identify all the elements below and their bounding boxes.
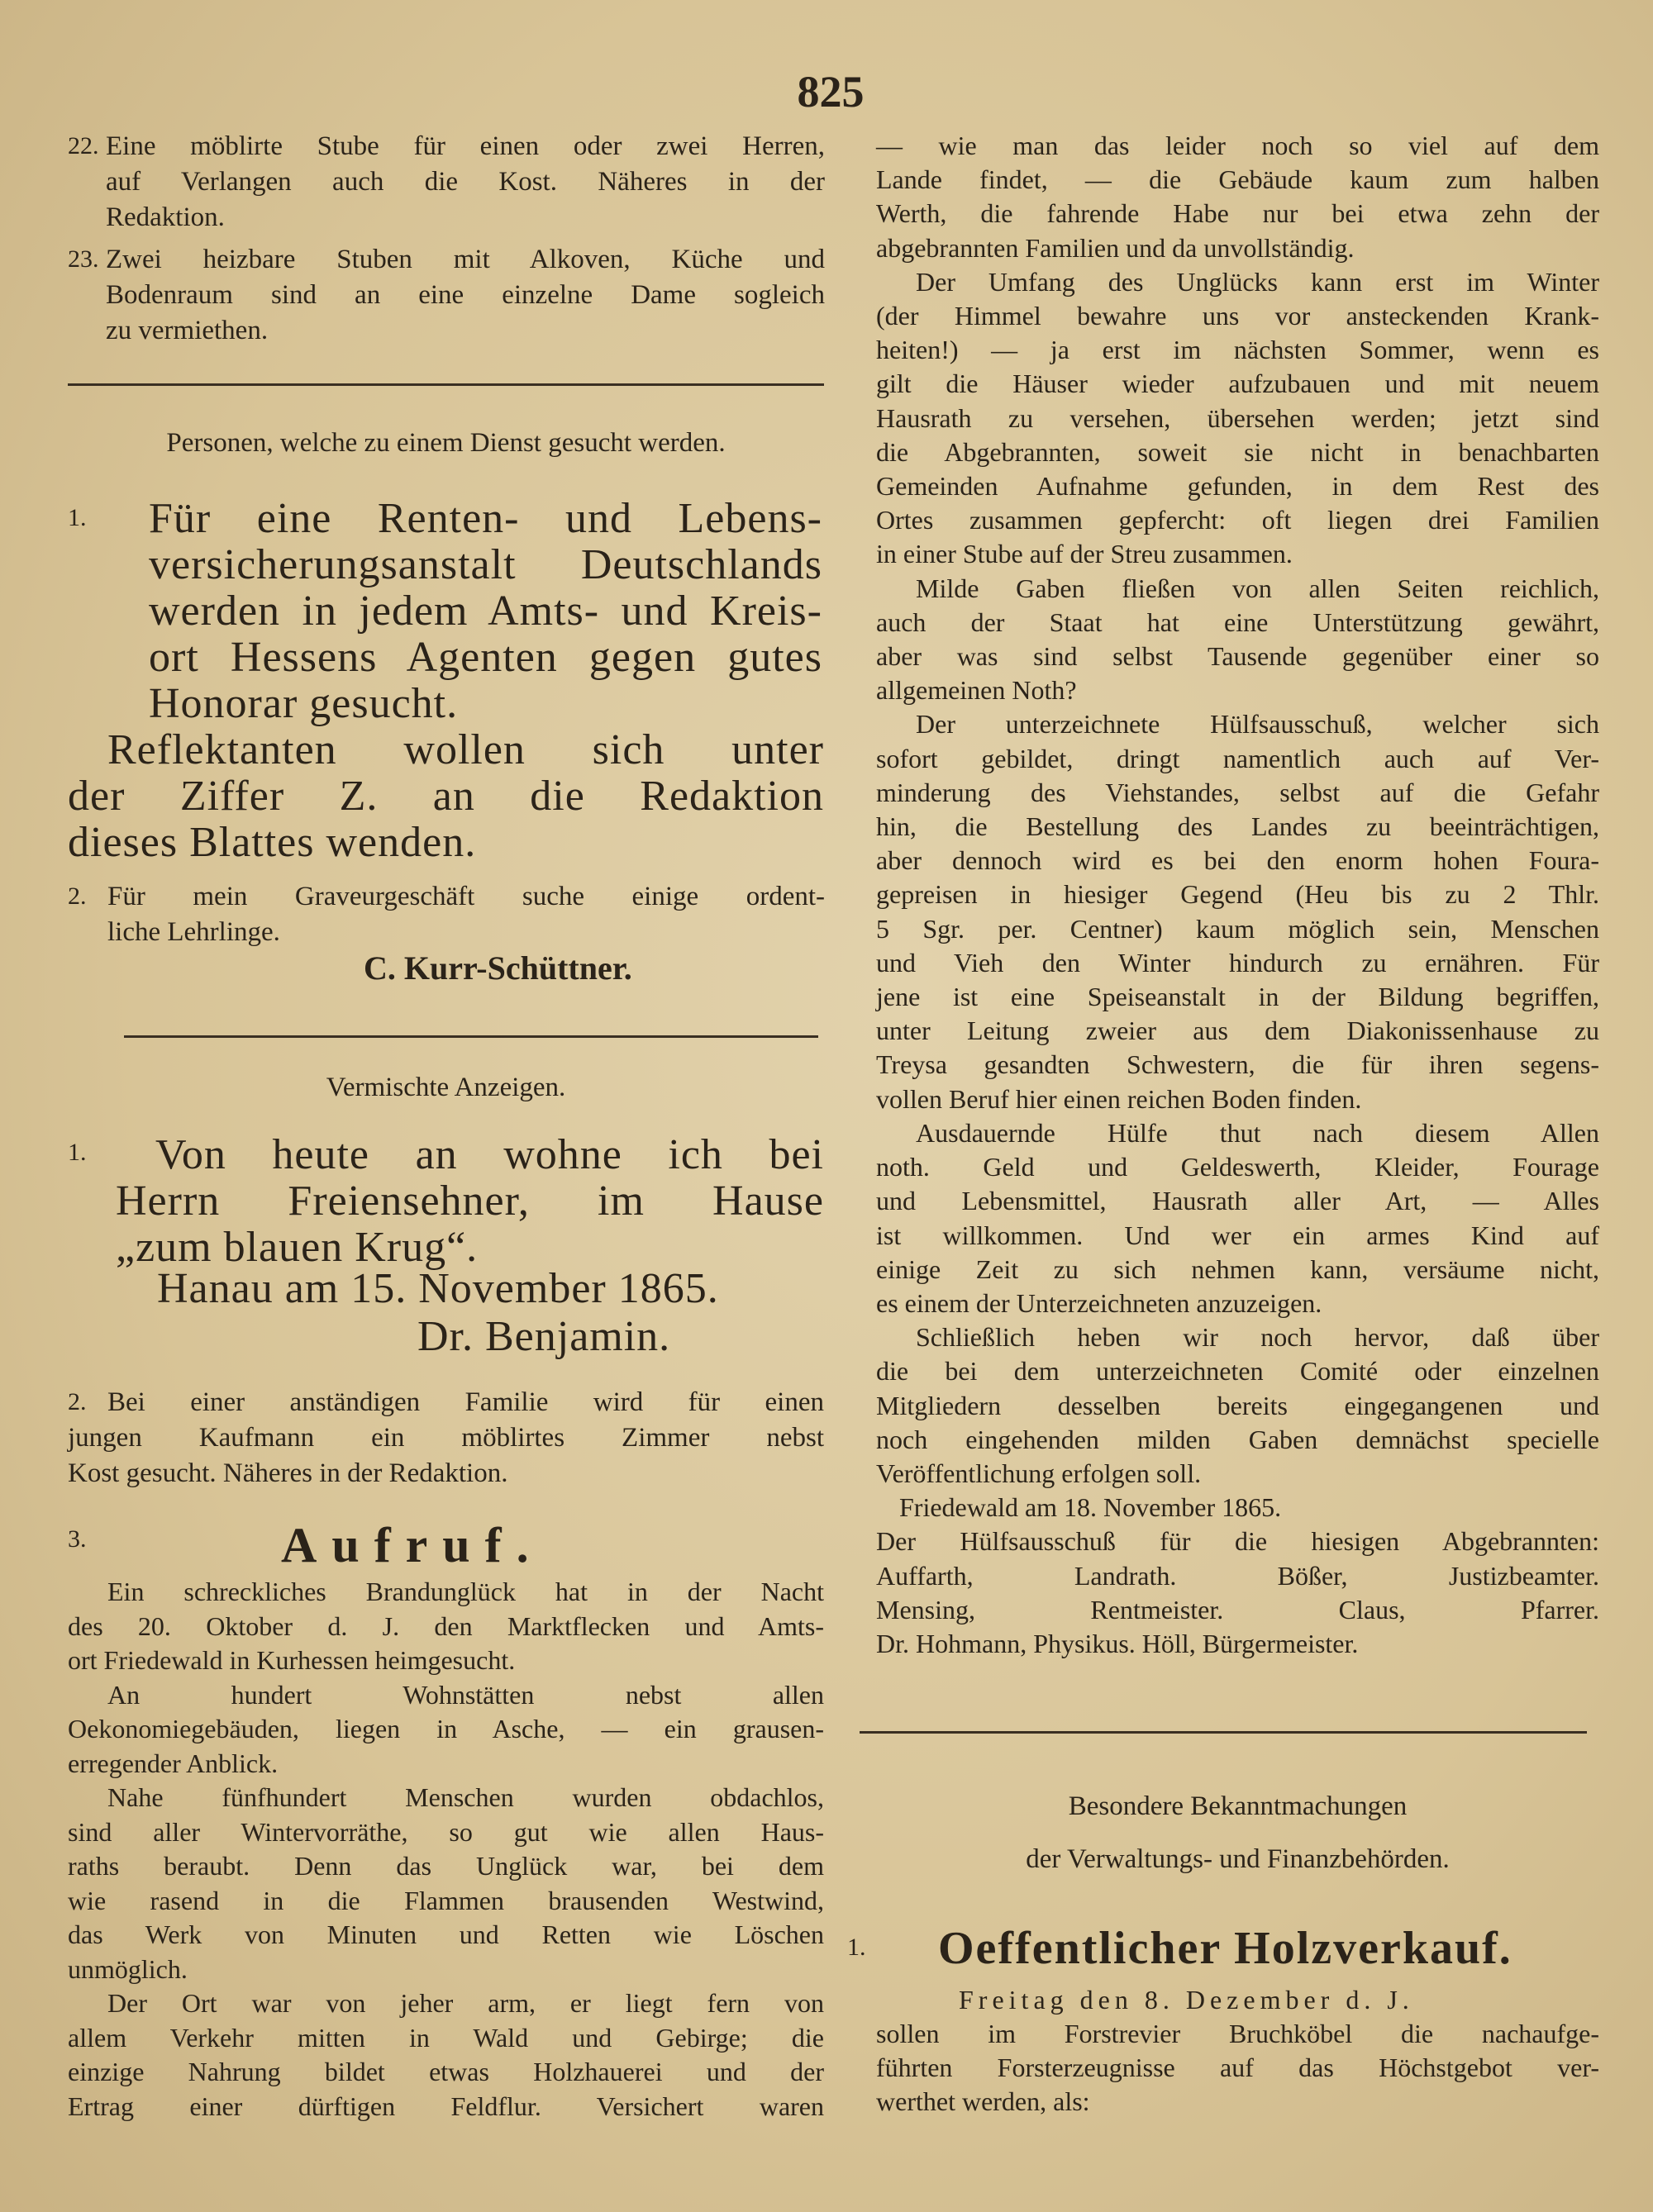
- text-line: Der Ort war von jeher arm, er liegt fern von: [107, 1988, 824, 2018]
- text-line: aber dennoch wird es bei den enorm hohen Foura-: [876, 845, 1599, 876]
- paragraph: [876, 707, 1599, 1116]
- paragraph: [876, 1116, 1599, 1320]
- text-line: Ein schreckliches Brandunglück hat in der Nacht: [107, 1577, 824, 1606]
- text-line: minderung des Viehstandes, selbst auf die Gefahr: [876, 777, 1599, 807]
- text-line: Friedewald am 18. November 1865.: [899, 1492, 1282, 1523]
- item-number: 23.: [68, 245, 99, 273]
- paragraph: [876, 265, 1599, 572]
- text-line: werden in jedem Amts- und Kreis-: [149, 587, 822, 635]
- paragraph: [876, 572, 1599, 708]
- text-line: Honorar gesucht.: [149, 680, 459, 727]
- text-line: Ortes zusammen gepfercht: oft liegen drei Familien: [876, 505, 1599, 535]
- text-line: ist willkommen. Und wer ein armes Kind auf: [876, 1220, 1599, 1250]
- text-line: dieses Blattes wenden.: [68, 819, 477, 866]
- text-line: es einem der Unterzeichneten anzuzeigen.: [876, 1287, 1322, 1318]
- text-line: versicherungsanstalt Deutschlands: [149, 541, 822, 588]
- text-line: Lande findet, — die Gebäude kaum zum halben: [876, 164, 1599, 195]
- text-line: allgemeinen Noth?: [876, 675, 1077, 706]
- text-line: noch eingehenden milden Gaben demnächst specielle: [876, 1424, 1599, 1454]
- text-line: erregender Anblick.: [68, 1748, 279, 1778]
- section-heading: der Verwaltungs- und Finanzbehörden.: [1026, 1844, 1450, 1874]
- holzverkauf-date: Freitag den 8. Dezember d. J.: [959, 1985, 1414, 2015]
- text-line: werthet werden, als:: [876, 2086, 1090, 2117]
- aufruf-body: [68, 1575, 824, 2124]
- text-line: Bodenraum sind an eine einzelne Dame sogleich: [106, 280, 825, 310]
- text-line: Oekonomiegebäuden, liegen in Asche, — ein grausen-: [68, 1714, 824, 1743]
- item-number: 22.: [68, 132, 99, 159]
- text-line: Eine möblirte Stube für einen oder zwei Herren,: [106, 131, 825, 161]
- text-line: das Werk von Minuten und Retten wie Löschen: [68, 1919, 824, 1949]
- text-line: noth. Geld und Geldeswerth, Kleider, Fourage: [876, 1152, 1599, 1182]
- item-number: 1.: [847, 1934, 866, 1961]
- text-line: Ertrag einer dürftigen Feldflur. Versichert waren: [68, 2091, 824, 2121]
- ad-item-23: [106, 242, 825, 349]
- text-line: Der Hülfsausschuß für die hiesigen Abgebrannten:: [876, 1526, 1599, 1557]
- text-line: wie rasend in die Flammen brausenden Westwind,: [68, 1885, 824, 1915]
- text-line: Für eine Renten- und Lebens-: [149, 495, 822, 542]
- text-line: Nahe fünfhundert Menschen wurden obdachlos,: [107, 1782, 824, 1812]
- paragraph: [68, 1781, 824, 1986]
- text-line: sollen im Forstrevier Bruchköbel die nachaufge-: [876, 2019, 1599, 2048]
- text-line: Ausdauernde Hülfe thut nach diesem Allen: [916, 1117, 1599, 1148]
- section-heading: Besondere Bekanntmachungen: [1068, 1791, 1408, 1821]
- text-line: sofort gebildet, dringt namentlich auch auf Ver-: [876, 743, 1599, 773]
- item-number: 1.: [68, 504, 87, 531]
- page-number: 825: [797, 67, 865, 117]
- signature: C. Kurr-Schüttner.: [364, 949, 632, 987]
- text-line: aber was sind selbst Tausende gegenüber einer so: [876, 641, 1599, 672]
- text-line: die Abgebrannten, soweit sie nicht in benachbarten: [876, 436, 1599, 467]
- divider: [124, 1035, 818, 1038]
- text-line: gilt die Häuser wieder aufzubauen und mit neuem: [876, 369, 1599, 399]
- aufruf-continued: [876, 129, 1599, 1661]
- text-line: Mitgliedern desselben bereits eingegangenen und: [876, 1390, 1599, 1420]
- text-line: liche Lehrlinge.: [107, 917, 280, 947]
- text-line: auch der Staat hat eine Unterstützung gewährt,: [876, 607, 1599, 637]
- text-line: Treysa gesandten Schwestern, die für ihren segens-: [876, 1049, 1599, 1080]
- text-line: gepreisen in hiesiger Gegend (Heu bis zu 2 Thlr.: [876, 879, 1599, 910]
- text-line: Reflektanten wollen sich unter: [107, 726, 824, 773]
- text-line: vollen Beruf hier einen reichen Boden finden.: [876, 1083, 1362, 1114]
- holzverkauf-title: Oeffentlicher Holzverkauf.: [938, 1923, 1512, 1974]
- text-line: ort Hessens Agenten gegen gutes: [149, 634, 822, 681]
- text-line: Für mein Graveurgeschäft suche einige ordent-: [107, 882, 825, 911]
- text-line: zu vermiethen.: [106, 316, 269, 345]
- text-line: Zwei heizbare Stuben mit Alkoven, Küche und: [106, 245, 825, 274]
- holzverkauf-body: [876, 2017, 1599, 2119]
- section-heading: Vermischte Anzeigen.: [326, 1073, 566, 1102]
- text-line: — wie man das leider noch so viel auf dem: [876, 131, 1599, 160]
- text-line: Auffarth, Landrath. Bößer, Justizbeamter.: [876, 1560, 1599, 1591]
- text-line: hin, die Bestellung des Landes zu beeinträchtigen,: [876, 811, 1599, 842]
- paragraph: [68, 1986, 824, 2124]
- text-line: Herrn Freiensehner, im Hause: [116, 1177, 824, 1225]
- text-line: An hundert Wohnstätten nebst allen: [107, 1679, 824, 1710]
- ad-zimmer: [68, 1385, 824, 1491]
- aufruf-title: Aufruf.: [281, 1518, 544, 1572]
- text-line: 5 Sgr. per. Centner) kaum möglich sein, Menschen: [876, 913, 1599, 944]
- text-line: Gemeinden Aufnahme gefunden, in dem Rest des: [876, 471, 1599, 502]
- text-line: Kost gesucht. Näheres in der Redaktion.: [68, 1458, 508, 1488]
- divider: [860, 1731, 1587, 1734]
- ad-renten-p1: [149, 496, 822, 727]
- paragraph: [876, 1320, 1599, 1491]
- text-line: jene ist eine Speiseanstalt in der Bildung begriffen,: [876, 982, 1599, 1012]
- text-line: Dr. Hohmann, Physikus. Höll, Bürgermeister.: [876, 1628, 1359, 1658]
- text-line: sind aller Wintervorräthe, so gut wie allen Haus-: [68, 1816, 824, 1847]
- text-line: jungen Kaufmann ein möblirtes Zimmer nebst: [68, 1423, 824, 1453]
- item-number: 2.: [68, 1388, 87, 1415]
- text-line: und Vieh den Winter hindurch zu ernähren. Für: [876, 947, 1599, 978]
- item-number: 2.: [68, 882, 87, 910]
- dateline: [860, 1491, 1599, 1525]
- text-line: führten Forsterzeugnisse auf das Höchstgebot ver-: [876, 2053, 1599, 2083]
- text-line: raths beraubt. Denn das Unglück war, bei dem: [68, 1851, 824, 1881]
- text-line: die bei dem unterzeichneten Comité oder einzelnen: [876, 1356, 1599, 1387]
- text-line: ort Friedewald in Kurhessen heimgesucht.: [68, 1645, 516, 1675]
- text-line: allem Verkehr mitten in Wald und Gebirge; die: [68, 2022, 824, 2053]
- text-line: in einer Stube auf der Streu zusammen.: [876, 539, 1293, 569]
- text-line: Bei einer anständigen Familie wird für einen: [107, 1387, 824, 1417]
- ad-wohnung-date: Hanau am 15. November 1865.: [157, 1265, 719, 1312]
- text-line: Der unterzeichnete Hülfsausschuß, welcher sich: [916, 709, 1599, 740]
- signature: Dr. Benjamin.: [417, 1313, 671, 1360]
- text-line: unter Leitung zweier aus dem Diakonissenhause zu: [876, 1016, 1599, 1046]
- text-line: (der Himmel bewahre uns vor ansteckenden Krank-: [876, 301, 1599, 331]
- paragraph: [68, 1678, 824, 1781]
- ad-wohnung-p1: [116, 1132, 824, 1271]
- section-heading: Personen, welche zu einem Dienst gesucht werden.: [166, 428, 726, 458]
- text-line: Mensing, Rentmeister. Claus, Pfarrer.: [876, 1594, 1599, 1625]
- text-line: und Lebensmittel, Hausrath aller Art, — Alles: [876, 1186, 1599, 1216]
- text-line: heiten!) — ja erst im nächsten Sommer, wenn es: [876, 335, 1599, 365]
- text-line: Milde Gaben fließen von allen Seiten reichlich,: [916, 573, 1599, 603]
- text-line: Werth, die fahrende Habe nur bei etwa zehn der: [876, 198, 1599, 229]
- text-line: einige Zeit zu sich nehmen kann, versäume nicht,: [876, 1253, 1599, 1284]
- text-line: der Ziffer Z. an die Redaktion: [68, 773, 824, 820]
- text-line: Schließlich heben wir noch hervor, daß über: [916, 1322, 1599, 1353]
- text-line: Der Umfang des Unglücks kann erst im Winter: [916, 266, 1599, 297]
- paragraph: [68, 1575, 824, 1678]
- text-line: Redaktion.: [106, 202, 225, 232]
- paragraph: [876, 129, 1599, 265]
- text-line: „zum blauen Krug“.: [116, 1224, 479, 1271]
- text-line: des 20. Oktober d. J. den Marktflecken und Amts-: [68, 1610, 824, 1641]
- text-line: einzige Nahrung bildet etwas Holzhauerei und der: [68, 2057, 824, 2086]
- ad-renten-p2: [68, 727, 824, 866]
- text-line: abgebrannten Familien und da unvollständig.: [876, 232, 1355, 263]
- ad-item-22: [106, 129, 825, 235]
- ad-graveur: [107, 879, 825, 950]
- item-number: 1.: [68, 1139, 87, 1166]
- text-line: Hausrath zu versehen, übersehen werden; jetzt sind: [876, 402, 1599, 433]
- text-line: Veröffentlichung erfolgen soll.: [876, 1458, 1202, 1488]
- item-number: 3.: [68, 1525, 87, 1553]
- text-line: Von heute an wohne ich bei: [155, 1131, 824, 1178]
- divider: [68, 383, 824, 386]
- text-line: auf Verlangen auch die Kost. Näheres in der: [106, 167, 825, 197]
- signatories: [876, 1525, 1599, 1661]
- text-line: unmöglich.: [68, 1953, 188, 1984]
